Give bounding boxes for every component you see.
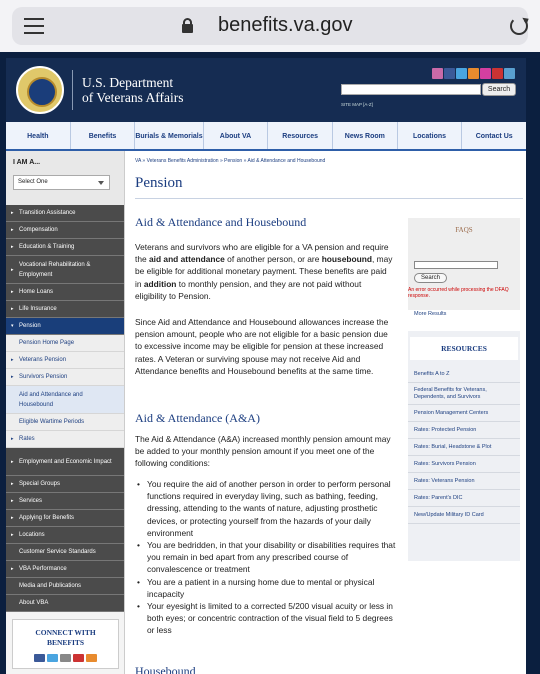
more-results-link[interactable]: More Results [414,311,447,317]
chevron-icon: ▸ [11,458,14,465]
connect-icons [13,654,118,662]
chevron-icon: ▸ [11,481,14,487]
intro-paragraph [135,241,393,302]
sidebar-item-label: Life Insurance [19,306,57,312]
menu-icon[interactable] [24,18,44,34]
faq-search-button[interactable]: Search [414,273,447,283]
sidebar-item-employment-and-economic-impact[interactable] [6,448,124,476]
sidebar-item-label: Employment and Economic Impact [19,458,112,465]
intro-bold-aid: aid and attendance [148,254,225,265]
faqs-panel [408,218,520,310]
sidebar-item-vocational-rehabilitation-employment[interactable] [6,256,124,284]
sidebar-item-label: Pension [19,323,41,329]
chevron-icon: ▸ [11,515,14,521]
chevron-icon: ▸ [11,210,14,216]
url-text[interactable]: benefits.va.gov [218,14,353,36]
resource-link-rates-parent-s-dic[interactable]: Rates: Parent's DIC [408,490,520,507]
social-icons [432,66,516,77]
rss-icon[interactable] [86,654,97,662]
nav-about-va[interactable]: About VA [204,122,269,149]
nav-resources[interactable]: Resources [268,122,333,149]
sidebar-item-label: VBA Performance [19,566,67,572]
lock-icon [182,18,193,33]
flickr-icon[interactable] [480,68,491,79]
article [135,58,405,674]
chevron-icon: ▸ [11,374,14,380]
section-heading-housebound: Housebound [135,664,196,674]
resources-list [408,366,520,524]
sidebar-item-home-loans[interactable] [6,284,124,301]
sidebar-item-label: Aid and Attendance and Housebound [19,391,83,408]
connect-with-benefits-box [12,619,119,669]
address-bar[interactable] [12,7,528,45]
header-divider [72,70,73,110]
sidebar-item-locations[interactable] [6,527,124,544]
nav-health[interactable]: Health [6,122,71,149]
sidebar-item-survivors-pension[interactable] [6,369,124,386]
sidebar-item-label: Media and Publications [19,583,82,589]
sidebar-item-about-vba[interactable] [6,595,124,612]
sidebar-item-education-training[interactable] [6,239,124,256]
sidebar-item-customer-service-standards[interactable] [6,544,124,561]
sidebar-item-compensation[interactable] [6,222,124,239]
chevron-icon: ▸ [11,436,14,442]
chevron-icon: ▸ [11,566,14,572]
sidebar-item-pension-home-page[interactable] [6,335,124,352]
faq-error-message: An error occurred while processing the DFAQ response. [408,287,509,299]
resource-link-benefits-a-to-z[interactable]: Benefits A to Z [408,366,520,383]
resource-link-pension-management-centers[interactable]: Pension Management Centers [408,405,520,422]
sidebar-item-label: Education & Training [19,244,75,250]
sidebar-item-media-and-publications[interactable] [6,578,124,595]
sidebar-item-label: Rates [19,436,35,442]
sidebar-item-label: Transition Assistance [19,210,76,216]
i-am-a-label: I AM A... [13,159,41,166]
intro-text-1: Veterans and survivors who are eligible for a VA pension and require the [135,242,389,265]
chevron-icon: ▸ [11,244,14,250]
resource-link-rates-burial-headstone-plot[interactable]: Rates: Burial, Headstone & Plot [408,439,520,456]
sidebar-item-label: Compensation [19,227,58,233]
i-am-a-panel [6,151,124,205]
sidebar-item-label: Pension Home Page [19,340,75,346]
i-am-a-select[interactable]: Select One [13,175,110,190]
sidebar-item-label: Applying for Benefits [19,515,75,521]
intro-text-4: to monthly pension, and they are not paid without eligibility to Pension. [135,278,362,301]
condition-item: • Your eyesight is limited to a corrected 5/200 visual acuity or less in both eyes; or concentric contraction of the visual field to 5 degrees or less [135,600,397,637]
sidebar-item-applying-for-benefits[interactable] [6,510,124,527]
intro-bold-housebound: housebound [321,254,372,265]
sidebar-item-vba-performance[interactable] [6,561,124,578]
sidebar-item-label: Vocational Rehabilitation & Employment [19,261,91,278]
nav-burials-memorials[interactable]: Burials & Memorials [135,122,203,149]
intro-text-2: of another person, or are [224,254,322,265]
aa-paragraph: The Aid & Attendance (A&A) increased monthly pension amount may be added to your monthly pension amount if you meet one of the following conditions: [135,434,391,469]
chevron-icon: ▸ [11,266,14,273]
web-page [6,58,526,674]
nav-news-room[interactable]: News Room [333,122,398,149]
twitter-icon[interactable] [456,68,467,79]
chevron-icon: ▸ [11,532,14,538]
youtube-icon[interactable] [60,654,71,662]
chevron-icon: ▸ [11,306,14,312]
rss-icon[interactable] [504,68,515,79]
sidebar-item-special-groups[interactable] [6,476,124,493]
reload-icon[interactable] [510,17,528,35]
resource-link-rates-veterans-pension[interactable]: Rates: Veterans Pension [408,473,520,490]
resources-title: RESOURCES [410,337,518,360]
chevron-icon: ▾ [11,323,14,329]
resources-panel [408,331,520,561]
sidebar-item-label: Survivors Pension [19,374,68,380]
sidebar-item-label: About VBA [19,600,49,606]
sidebar-item-aid-and-attendance-and-housebound[interactable] [6,386,124,414]
intro-bold-addition: addition [143,278,177,289]
condition-item: • You are bedridden, in that your disability or disabilities requires that you remain in bed apart from any prescribed course of convalescence or treatment [135,539,397,576]
email-icon[interactable] [432,68,443,79]
page-title: Pension [135,175,183,191]
section-heading-aid-attendance-housebound: Aid & Attendance and Housebound [135,215,307,229]
sidebar-item-pension[interactable] [6,318,124,335]
faqs-title: FAQS [455,226,473,234]
browser-toolbar [0,0,540,52]
connect-title-1: CONNECT WITH [35,628,96,637]
sidebar-item-label: Services [19,498,43,504]
site-search-button[interactable]: Search [482,83,516,96]
sidebar-item-label: Locations [19,532,45,538]
va-seal-logo[interactable] [16,66,64,114]
sidebar-item-eligible-wartime-periods[interactable] [6,414,124,431]
site-map-link[interactable]: SITE MAP [A-Z] [341,102,373,107]
org-name-line2[interactable]: of Veterans Affairs [82,90,184,105]
sidebar-item-veterans-pension[interactable] [6,352,124,369]
faq-search-input[interactable] [414,261,498,269]
breadcrumb[interactable]: VA » Veterans Benefits Administration » Pension » Aid & Attendance and Housebound [135,158,326,164]
allowance-paragraph: Since Aid and Attendance and Housebound allowances increase the pension amount, people who are not eligible for a basic pension due to excessive income may be eligible for pension at these increased rates. A Veteran or surviving spouse may not receive Aid and Attendance benefits and Housebound benefits at the same time. [135,317,389,376]
nav-benefits[interactable]: Benefits [71,122,136,149]
sidebar-item-label: Veterans Pension [19,357,67,363]
sidebar-item-transition-assistance[interactable] [6,205,124,222]
condition-item: • You are a patient in a nursing home due to mental or physical incapacity [135,576,397,600]
chevron-icon: ▸ [11,498,14,504]
sidebar-item-life-insurance[interactable] [6,301,124,318]
sidebar-item-rates[interactable] [6,431,124,448]
resource-link-new-update-military-id-card[interactable]: New/Update Military ID Card [408,507,520,524]
sidebar-item-label: Customer Service Standards [19,549,96,555]
intro-text-3: , may be eligible for additional monetary payment. These benefits are paid in [135,254,393,289]
nav-locations[interactable]: Locations [398,122,463,149]
youtube-icon[interactable] [492,68,503,79]
chevron-icon: ▸ [11,227,14,233]
resource-link-federal-benefits-for-veterans-dependents-and-survivors[interactable]: Federal Benefits for Veterans, Dependents, and Survivors [408,383,520,405]
left-sidebar [6,151,125,674]
org-name-line1[interactable]: U.S. Department [82,75,174,90]
sidebar-item-label: Eligible Wartime Periods [19,419,85,425]
condition-item: • You require the aid of another person in order to perform personal functions required in everyday living, such as bathing, feeding, dressing, attending to the wants of nature, adjusting prosthetic devices, or protecting yourself from the hazards of your daily environment [135,478,397,539]
sidebar-menu [6,205,124,612]
twitter-icon[interactable] [47,654,58,662]
section-heading-aa: Aid & Attendance (A&A) [135,411,260,425]
flickr-icon[interactable] [73,654,84,662]
resource-link-rates-protected-pension[interactable]: Rates: Protected Pension [408,422,520,439]
facebook-icon[interactable] [444,68,455,79]
chevron-icon: ▸ [11,289,14,295]
sidebar-item-services[interactable] [6,493,124,510]
resource-link-rates-survivors-pension[interactable]: Rates: Survivors Pension [408,456,520,473]
blog-icon[interactable] [468,68,479,79]
connect-title-2: BENEFITS [46,638,85,647]
nav-contact-us[interactable]: Contact Us [475,133,513,140]
sidebar-item-label: Special Groups [19,481,61,487]
conditions-list [135,478,397,637]
facebook-icon[interactable] [34,654,45,662]
sidebar-item-label: Home Loans [19,289,54,295]
chevron-icon: ▸ [11,357,14,363]
